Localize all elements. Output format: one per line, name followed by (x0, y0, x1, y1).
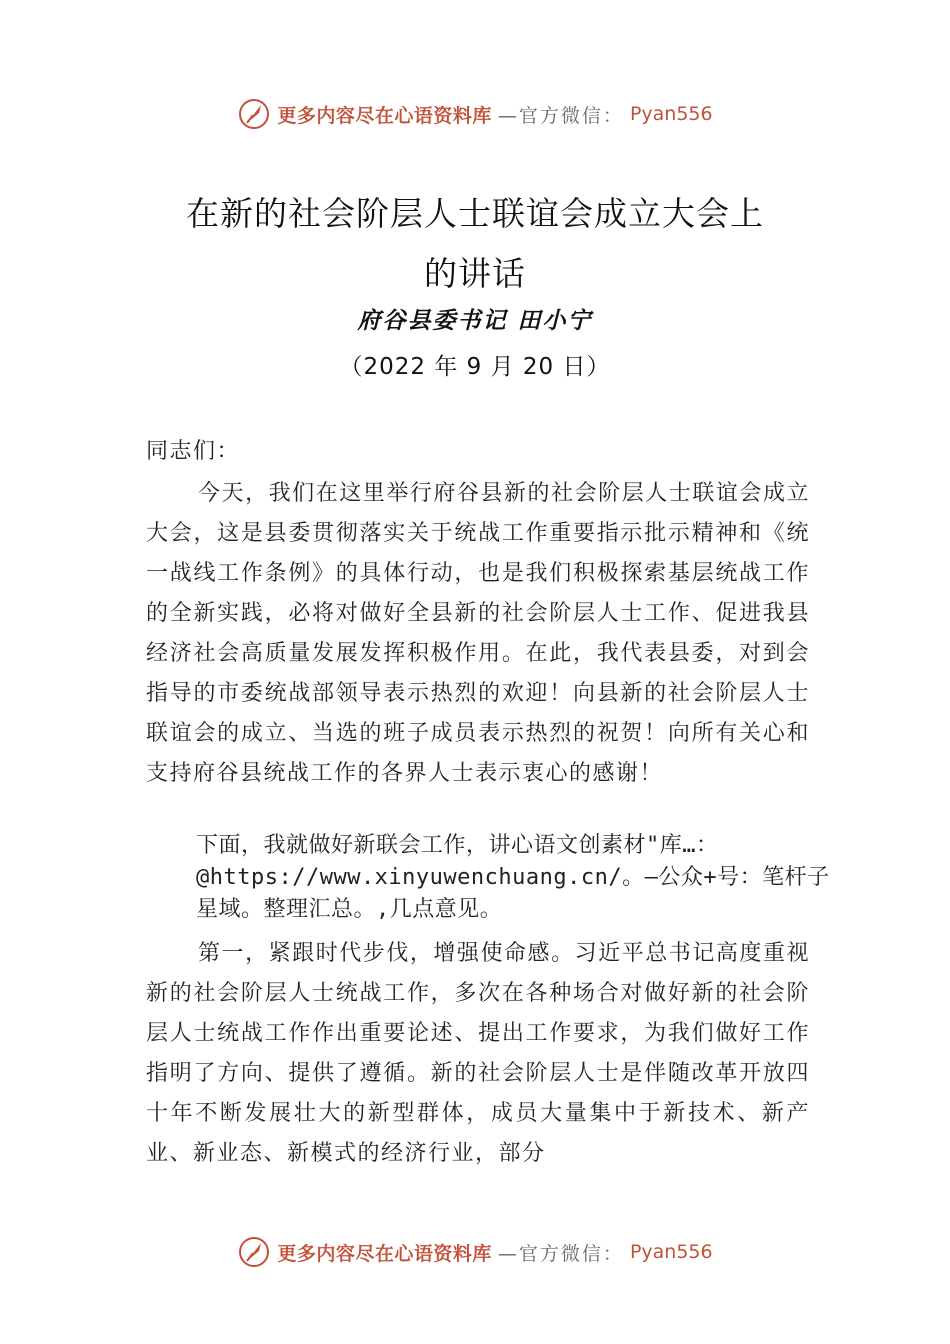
banner-wechat-label: —官方微信： (497, 1242, 624, 1265)
quill-logo-icon (237, 97, 271, 131)
paragraph-2: 下面，我就做好新联会工作，讲心语文创素材"库…：@https://www.xinyuwenchuang.cn/。—公众+号：笔杆子星域。整理汇总。,几点意见。 (196, 833, 830, 922)
banner-brand-text: 更多内容尽在心语资料库 (277, 104, 492, 127)
quill-logo-icon (237, 1235, 271, 1269)
document-author: 府谷县委书记 田小宁 (357, 307, 593, 334)
document-title-line1: 在新的社会阶层人士联谊会成立大会上 (186, 194, 764, 233)
banner-wechat-id: Pyan556 (629, 1241, 713, 1263)
header-banner (0, 92, 950, 136)
footer-banner (0, 1230, 950, 1274)
paragraph-1: 今天，我们在这里举行府谷县新的社会阶层人士联谊会成立大会，这是县委贯彻落实关于统战工作重要指示批示精神和《统一战线工作条例》的具体行动，也是我们积极探索基层统战工作的全新实践，必将对做好全县新的社会阶层人士工作、促进我县经济社会高质量发展发挥积极作用。在此，我代表县委，对到会指导的市委统战部领导表示热烈的欢迎！向县新的社会阶层人士联谊会的成立、当选的班子成员表示热烈的祝贺！向所有关心和支持府谷县统战工作的各界人士表示衷心的感谢！ (146, 481, 810, 786)
salutation: 同志们： (146, 439, 241, 464)
banner-wechat-label: —官方微信： (497, 104, 624, 127)
banner-wechat-id: Pyan556 (629, 103, 713, 125)
paragraph-3: 第一，紧跟时代步伐，增强使命感。习近平总书记高度重视新的社会阶层人士统战工作，多次在各种场合对做好新的社会阶层人士统战工作作出重要论述、提出工作要求，为我们做好工作指明了方向、提供了遵循。新的社会阶层人士是伴随改革开放四十年不断发展壮大的新型群体，成员大量集中于新技术、新产业、新业态、新模式的经济行业，部分 (146, 941, 810, 1166)
document-date: （2022 年 9 月 20 日） (339, 354, 611, 380)
banner-brand-text: 更多内容尽在心语资料库 (277, 1242, 492, 1265)
document-title-line2: 的讲话 (424, 254, 526, 293)
